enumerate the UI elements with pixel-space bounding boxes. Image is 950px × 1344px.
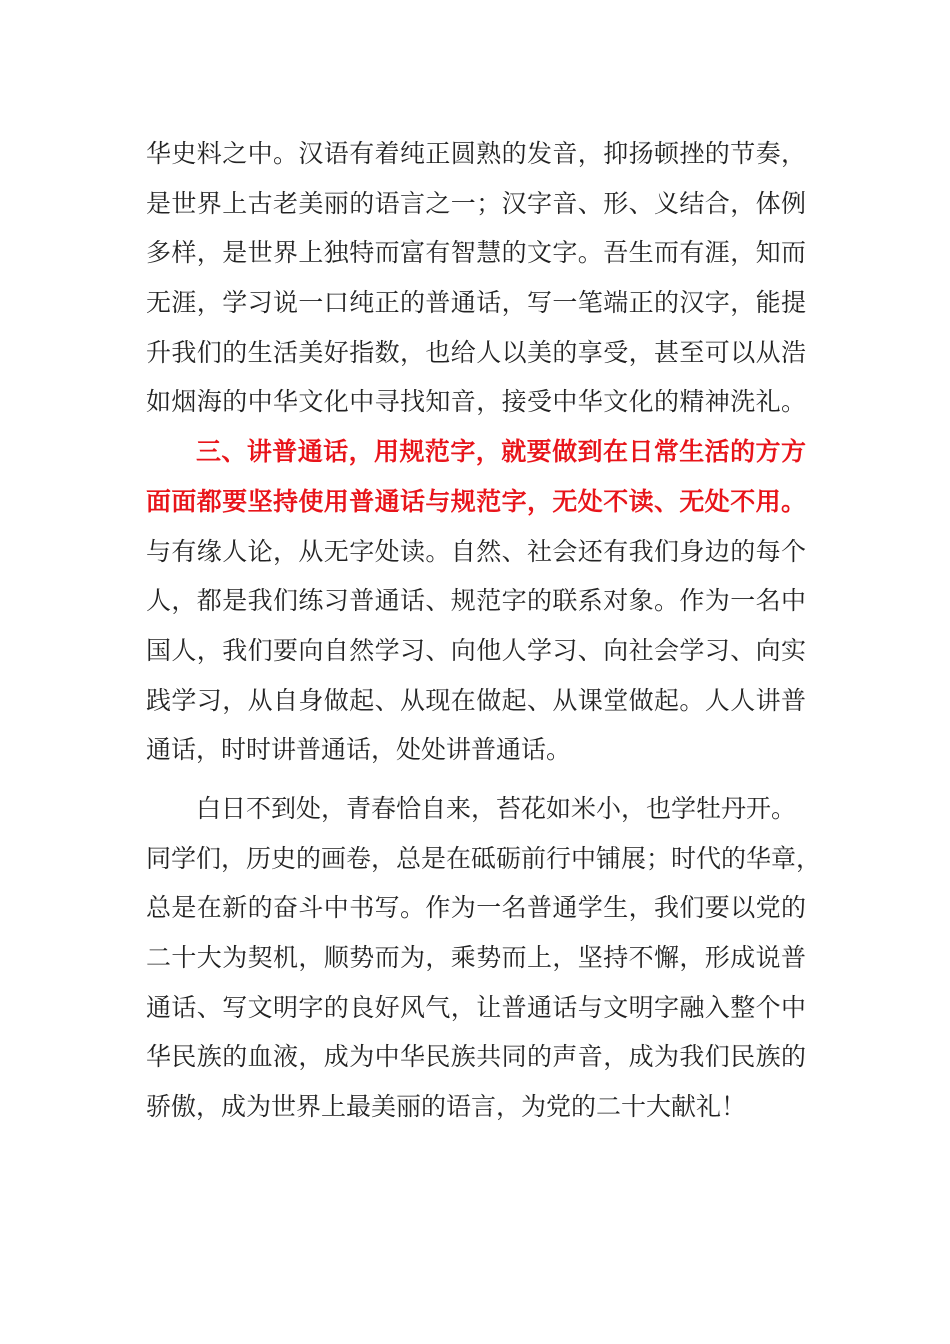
text-line: 白日不到处，青春恰自来，苔花如米小，也学牡丹开。 bbox=[196, 793, 797, 823]
paragraph-2 bbox=[146, 527, 806, 775]
text-line: 如烟海的中华文化中寻找知音，接受中华文化的精神洗礼。 bbox=[146, 387, 806, 417]
text-line: 与有缘人论，从无字处读。自然、社会还有我们身边的每个 bbox=[146, 536, 806, 566]
section-heading-3 bbox=[146, 427, 806, 526]
paragraph-3 bbox=[146, 784, 822, 1132]
text-line: 人，都是我们练习普通话、规范字的联系对象。作为一名中 bbox=[146, 586, 806, 616]
text-line: 升我们的生活美好指数，也给人以美的享受，甚至可以从浩 bbox=[146, 337, 806, 367]
text-line: 多样，是世界上独特而富有智慧的文字。吾生而有涯，知而 bbox=[146, 238, 806, 268]
text-line: 通话、写文明字的良好风气，让普通话与文明字融入整个中 bbox=[146, 992, 806, 1022]
text-line: 二十大为契机，顺势而为，乘势而上，坚持不懈，形成说普 bbox=[146, 943, 806, 972]
heading-line: 面面都要坚持使用普通话与规范字，无处不读、无处不用。 bbox=[146, 486, 806, 516]
text-line: 通话，时时讲普通话，处处讲普通话。 bbox=[146, 735, 572, 765]
paragraph-1 bbox=[146, 129, 806, 427]
text-line: 华民族的血液，成为中华民族共同的声音，成为我们民族的 bbox=[146, 1042, 806, 1072]
text-line: 国人，我们要向自然学习、向他人学习、向社会学习、向实 bbox=[146, 635, 806, 665]
text-line: 同学们，历史的画卷，总是在砥砺前行中铺展；时代的华章， bbox=[146, 843, 822, 873]
document-body bbox=[146, 129, 822, 1132]
text-line: 骄傲，成为世界上最美丽的语言，为党的二十大献礼！ bbox=[146, 1092, 747, 1122]
heading-line: 三、讲普通话，用规范字，就要做到在日常生活的方方 bbox=[196, 437, 806, 467]
text-line: 是世界上古老美丽的语言之一；汉字音、形、义结合，体例 bbox=[146, 188, 806, 218]
text-line: 无涯，学习说一口纯正的普通话，写一笔端正的汉字，能提 bbox=[146, 288, 806, 318]
text-line: 华史料之中。汉语有着纯正圆熟的发音，抑扬顿挫的节奏， bbox=[146, 139, 806, 168]
text-line: 践学习，从自身做起、从现在做起、从课堂做起。人人讲普 bbox=[146, 685, 806, 715]
paragraph-gap bbox=[146, 775, 806, 784]
text-line: 总是在新的奋斗中书写。作为一名普通学生，我们要以党的 bbox=[146, 893, 806, 923]
